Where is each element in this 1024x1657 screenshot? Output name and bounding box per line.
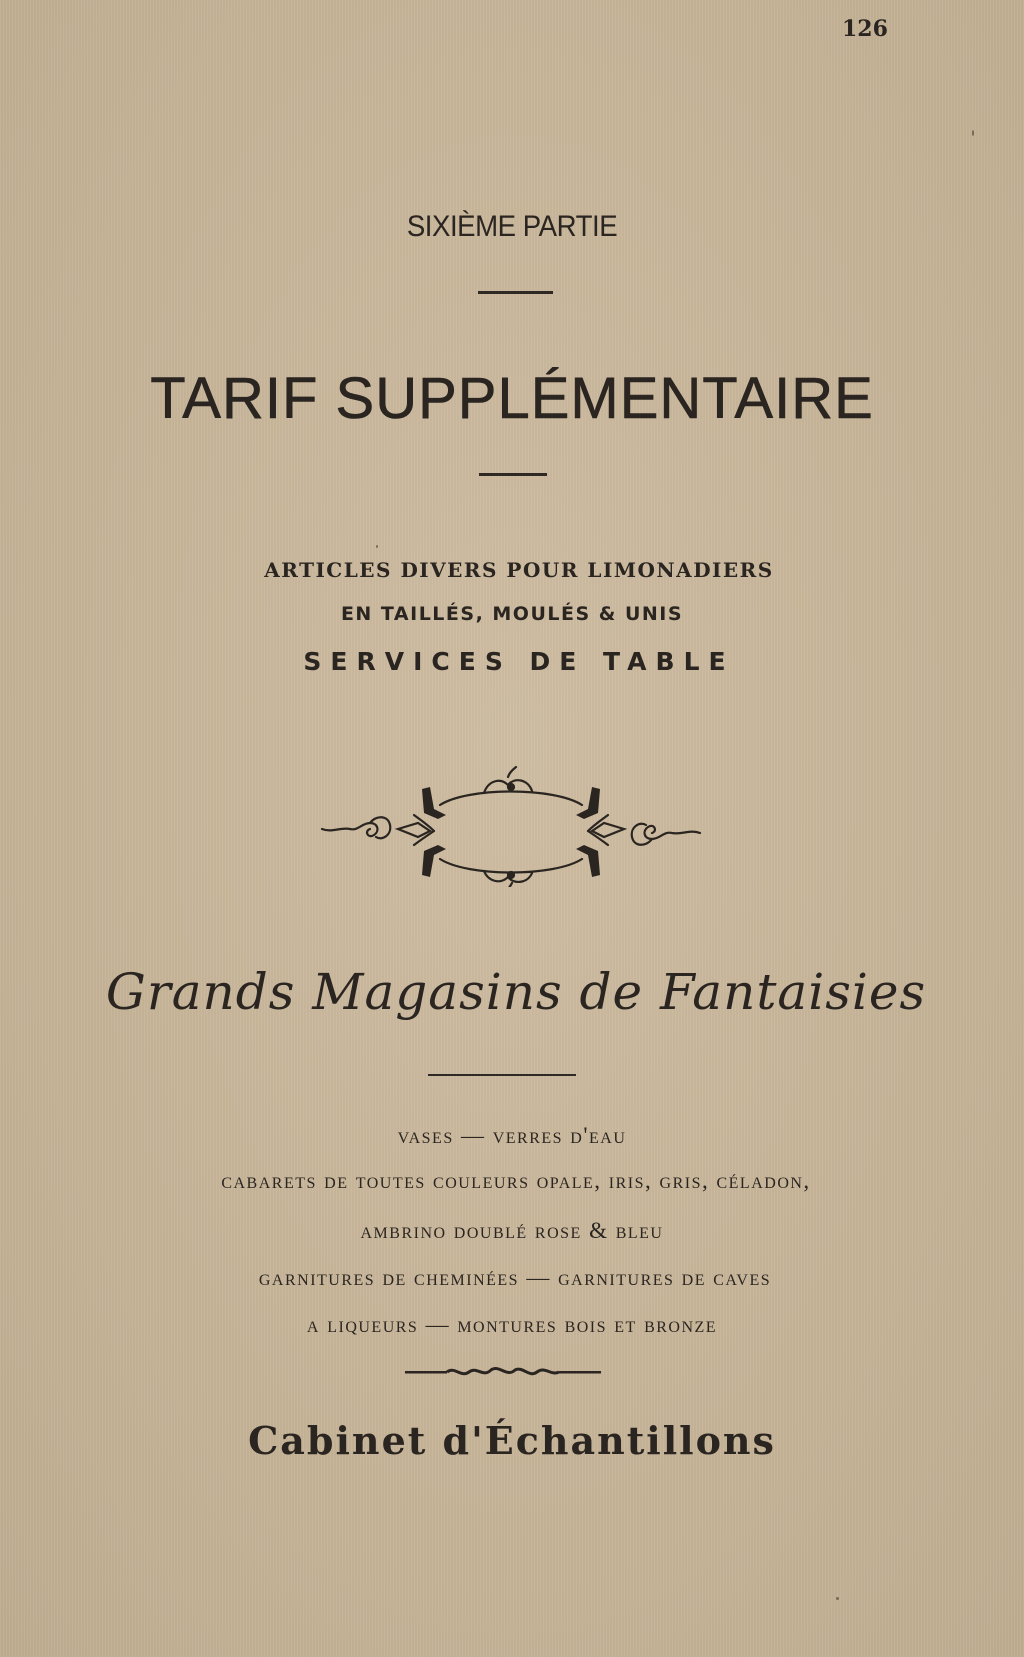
page-title: TARIF SUPPLÉMENTAIRE bbox=[150, 366, 874, 431]
paper-speck bbox=[972, 130, 974, 136]
ornamental-rule-icon bbox=[405, 1364, 601, 1380]
item-line: a liqueurs — montures bois et bronze bbox=[306, 1312, 718, 1337]
section-rule bbox=[428, 1074, 576, 1076]
subheading-articles: ARTICLES DIVERS POUR LIMONADIERS bbox=[264, 558, 774, 582]
floral-cartouche-ornament-icon bbox=[318, 757, 704, 887]
item-line: cabarets de toutes couleurs opale, iris, gris, céladon, bbox=[221, 1168, 811, 1193]
short-rule-top bbox=[478, 291, 553, 294]
item-line: garnitures de cheminées — garnitures de caves bbox=[258, 1265, 772, 1290]
section-title: Grands Magasins de Fantaisies bbox=[105, 963, 927, 1021]
subheading-services: SERVICES DE TABLE bbox=[303, 647, 735, 676]
footer-title: Cabinet d'Échantillons bbox=[248, 1418, 776, 1463]
item-line: ambrino doublé rose & bleu bbox=[360, 1218, 664, 1243]
page-number: 126 bbox=[842, 16, 888, 42]
short-rule-bottom bbox=[479, 473, 547, 476]
paper-speck bbox=[376, 545, 378, 548]
part-label: SIXIÈME PARTIE bbox=[406, 210, 618, 243]
paper-speck bbox=[836, 1597, 839, 1600]
item-line: vases — verres d'eau bbox=[397, 1123, 627, 1148]
subheading-finishes: EN TAILLÉS, MOULÉS & UNIS bbox=[340, 603, 684, 625]
